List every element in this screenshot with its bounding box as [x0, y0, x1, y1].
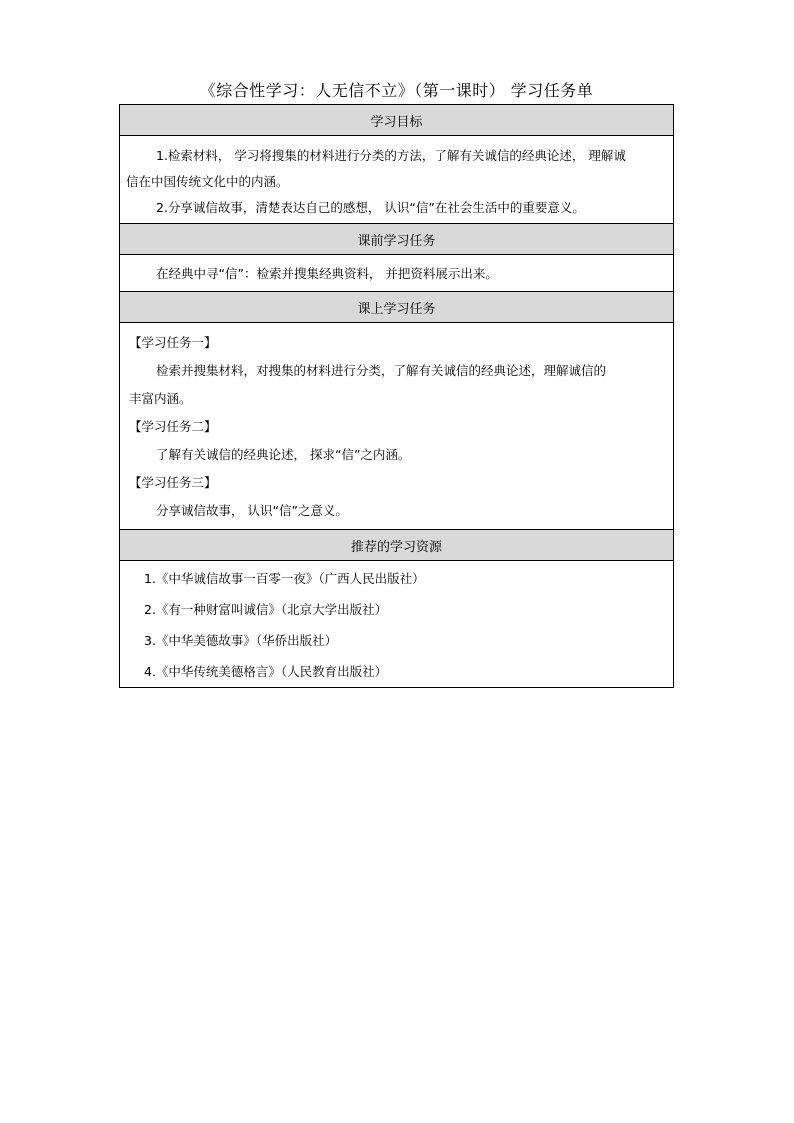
in-class-content	[120, 323, 674, 530]
task-3-label: 【学习任务三】	[129, 475, 217, 490]
task-2-label: 【学习任务二】	[129, 419, 217, 434]
goals-content	[120, 136, 674, 224]
resource-item-3: 3.《中华美德故事》（华侨出版社）	[144, 633, 338, 648]
resources-list	[120, 561, 674, 688]
goals-heading: 学习目标	[120, 105, 674, 136]
goals-header-row	[120, 105, 674, 136]
goals-content-row	[120, 136, 674, 224]
pre-class-content-row	[120, 255, 674, 292]
goal-item-1-line-2: 信在中国传统文化中的内涵。	[126, 174, 289, 189]
task-1-description-line-2: 丰富内涵。	[129, 391, 192, 406]
task-1-description-line-1: 检索并搜集材料，对搜集的材料进行分类，了解有关诚信的经典论述，理解诚信的	[156, 363, 607, 378]
document-title: 《综合性学习：人无信不立》（第一课时） 学习任务单	[199, 81, 594, 100]
in-class-content-row	[120, 323, 674, 530]
task-1-label: 【学习任务一】	[129, 335, 217, 350]
resource-item-1: 1.《中华诚信故事一百零一夜》（广西人民出版社）	[144, 571, 425, 586]
resources-content-row	[120, 561, 674, 688]
in-class-heading: 课上学习任务	[120, 292, 674, 323]
resources-header-row	[120, 530, 674, 561]
goal-item-2: 2.分享诚信故事，清楚表达自己的感想， 认识“信”在社会生活中的重要意义。	[156, 200, 585, 215]
task-2-description: 了解有关诚信的经典论述， 探求“信”之内涵。	[156, 447, 411, 462]
resources-heading: 推荐的学习资源	[120, 530, 674, 561]
resource-item-4: 4.《中华传统美德格言》（人民教育出版社）	[144, 664, 388, 679]
task-sheet-table	[119, 104, 674, 688]
task-3-description: 分享诚信故事， 认识“信”之意义。	[156, 503, 348, 518]
goal-item-1-line-1: 1.检索材料， 学习将搜集的材料进行分类的方法，了解有关诚信的经典论述， 理解诚	[156, 148, 626, 163]
pre-class-task-text: 在经典中寻“信”：检索并搜集经典资料， 并把资料展示出来。	[120, 255, 674, 292]
resource-item-2: 2.《有一种财富叫诚信》（北京大学出版社）	[144, 602, 388, 617]
in-class-header-row	[120, 292, 674, 323]
pre-class-header-row	[120, 224, 674, 255]
pre-class-heading: 课前学习任务	[120, 224, 674, 255]
